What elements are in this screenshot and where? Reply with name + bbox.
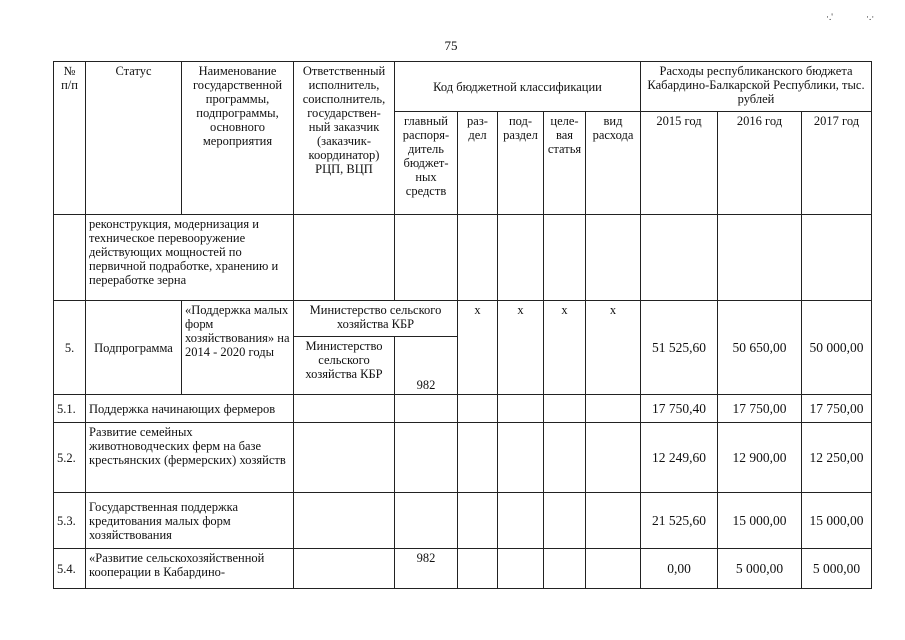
cell-name: «Поддержка малых форм хозяйствования» на 2014 - 2020 годы bbox=[182, 301, 294, 395]
cell-code-main-manager: 982 bbox=[395, 337, 458, 395]
scan-speck: ·.· bbox=[866, 12, 875, 22]
cell-2017: 15 000,00 bbox=[802, 493, 872, 549]
table-row bbox=[54, 395, 872, 423]
cell-code-section: x bbox=[458, 301, 498, 395]
cell-executor bbox=[294, 395, 395, 423]
cell-executor: Министерство сельского хозяйства КБР bbox=[294, 337, 395, 395]
table-row bbox=[54, 423, 872, 493]
header-num: № п/п bbox=[54, 62, 86, 215]
header-code-target-item: целе-вая статья bbox=[544, 112, 586, 215]
cell-2017: 5 000,00 bbox=[802, 549, 872, 589]
cell-2016: 50 650,00 bbox=[718, 301, 802, 395]
cell-name: Развитие семейных животноводческих ферм на базе крестьянских (фермерских) хозяйств bbox=[86, 423, 294, 493]
cell-executor bbox=[294, 215, 395, 301]
scan-speck: ·.' bbox=[826, 12, 833, 22]
budget-table bbox=[53, 61, 872, 589]
cell-name: Государственная поддержка кредитования малых форм хозяйствования bbox=[86, 493, 294, 549]
cell-2015: 17 750,40 bbox=[641, 395, 718, 423]
cell-2015: 0,00 bbox=[641, 549, 718, 589]
header-code-group: Код бюджетной классификации bbox=[395, 62, 641, 112]
cell-2016: 12 900,00 bbox=[718, 423, 802, 493]
page-number: 75 bbox=[444, 38, 458, 53]
cell-num: 5.4. bbox=[54, 549, 86, 589]
cell-2015: 51 525,60 bbox=[641, 301, 718, 395]
cell-code-expense-type: x bbox=[586, 301, 641, 395]
cell-num bbox=[54, 215, 86, 301]
table-header-row bbox=[54, 62, 872, 112]
cell-num: 5.2. bbox=[54, 423, 86, 493]
cell-executor bbox=[294, 493, 395, 549]
header-code-subsection: под-раздел bbox=[498, 112, 544, 215]
header-budget-group: Расходы республиканского бюджета Кабардино-Балкарской Республики, тыс. рублей bbox=[641, 62, 872, 112]
header-year-2015: 2015 год bbox=[641, 112, 718, 215]
cell-2016: 15 000,00 bbox=[718, 493, 802, 549]
cell-2015: 12 249,60 bbox=[641, 423, 718, 493]
table-row bbox=[54, 215, 872, 301]
header-code-main-manager: главный распоря-дитель бюджет-ных средств bbox=[395, 112, 458, 215]
header-year-2016: 2016 год bbox=[718, 112, 802, 215]
header-name: Наименование государственной программы, подпрограммы, основного мероприятия bbox=[182, 62, 294, 215]
cell-num: 5.1. bbox=[54, 395, 86, 423]
cell-2015: 21 525,60 bbox=[641, 493, 718, 549]
cell-executor: Министерство сельского хозяйства КБР bbox=[294, 301, 458, 337]
cell-executor bbox=[294, 423, 395, 493]
cell-code-subsection: x bbox=[498, 301, 544, 395]
cell-code-target-item: x bbox=[544, 301, 586, 395]
table-row bbox=[54, 549, 872, 589]
table-row bbox=[54, 301, 872, 337]
cell-name: Поддержка начинающих фермеров bbox=[86, 395, 294, 423]
cell-2017: 12 250,00 bbox=[802, 423, 872, 493]
header-code-section: раз-дел bbox=[458, 112, 498, 215]
header-status: Статус bbox=[86, 62, 182, 215]
cell-2017: 50 000,00 bbox=[802, 301, 872, 395]
cell-2017: 17 750,00 bbox=[802, 395, 872, 423]
cell-executor bbox=[294, 549, 395, 589]
cell-2016: 5 000,00 bbox=[718, 549, 802, 589]
table-row bbox=[54, 493, 872, 549]
cell-num: 5. bbox=[54, 301, 86, 395]
header-executor: Ответственный исполнитель, соисполнитель, государствен-ный заказчик (заказчик-координатор) РЦП, ВЦП bbox=[294, 62, 395, 215]
header-year-2017: 2017 год bbox=[802, 112, 872, 215]
cell-num: 5.3. bbox=[54, 493, 86, 549]
cell-status: Подпрограмма bbox=[86, 301, 182, 395]
cell-name-continued: реконструкция, модернизация и техническое перевооружение действующих мощностей по первичной подработке, хранению и переработке зерна bbox=[86, 215, 294, 301]
cell-code-main-manager: 982 bbox=[395, 549, 458, 589]
cell-name: «Развитие сельскохозяйственной кооперации в Кабардино- bbox=[86, 549, 294, 589]
cell-2016: 17 750,00 bbox=[718, 395, 802, 423]
header-code-expense-type: вид расхода bbox=[586, 112, 641, 215]
